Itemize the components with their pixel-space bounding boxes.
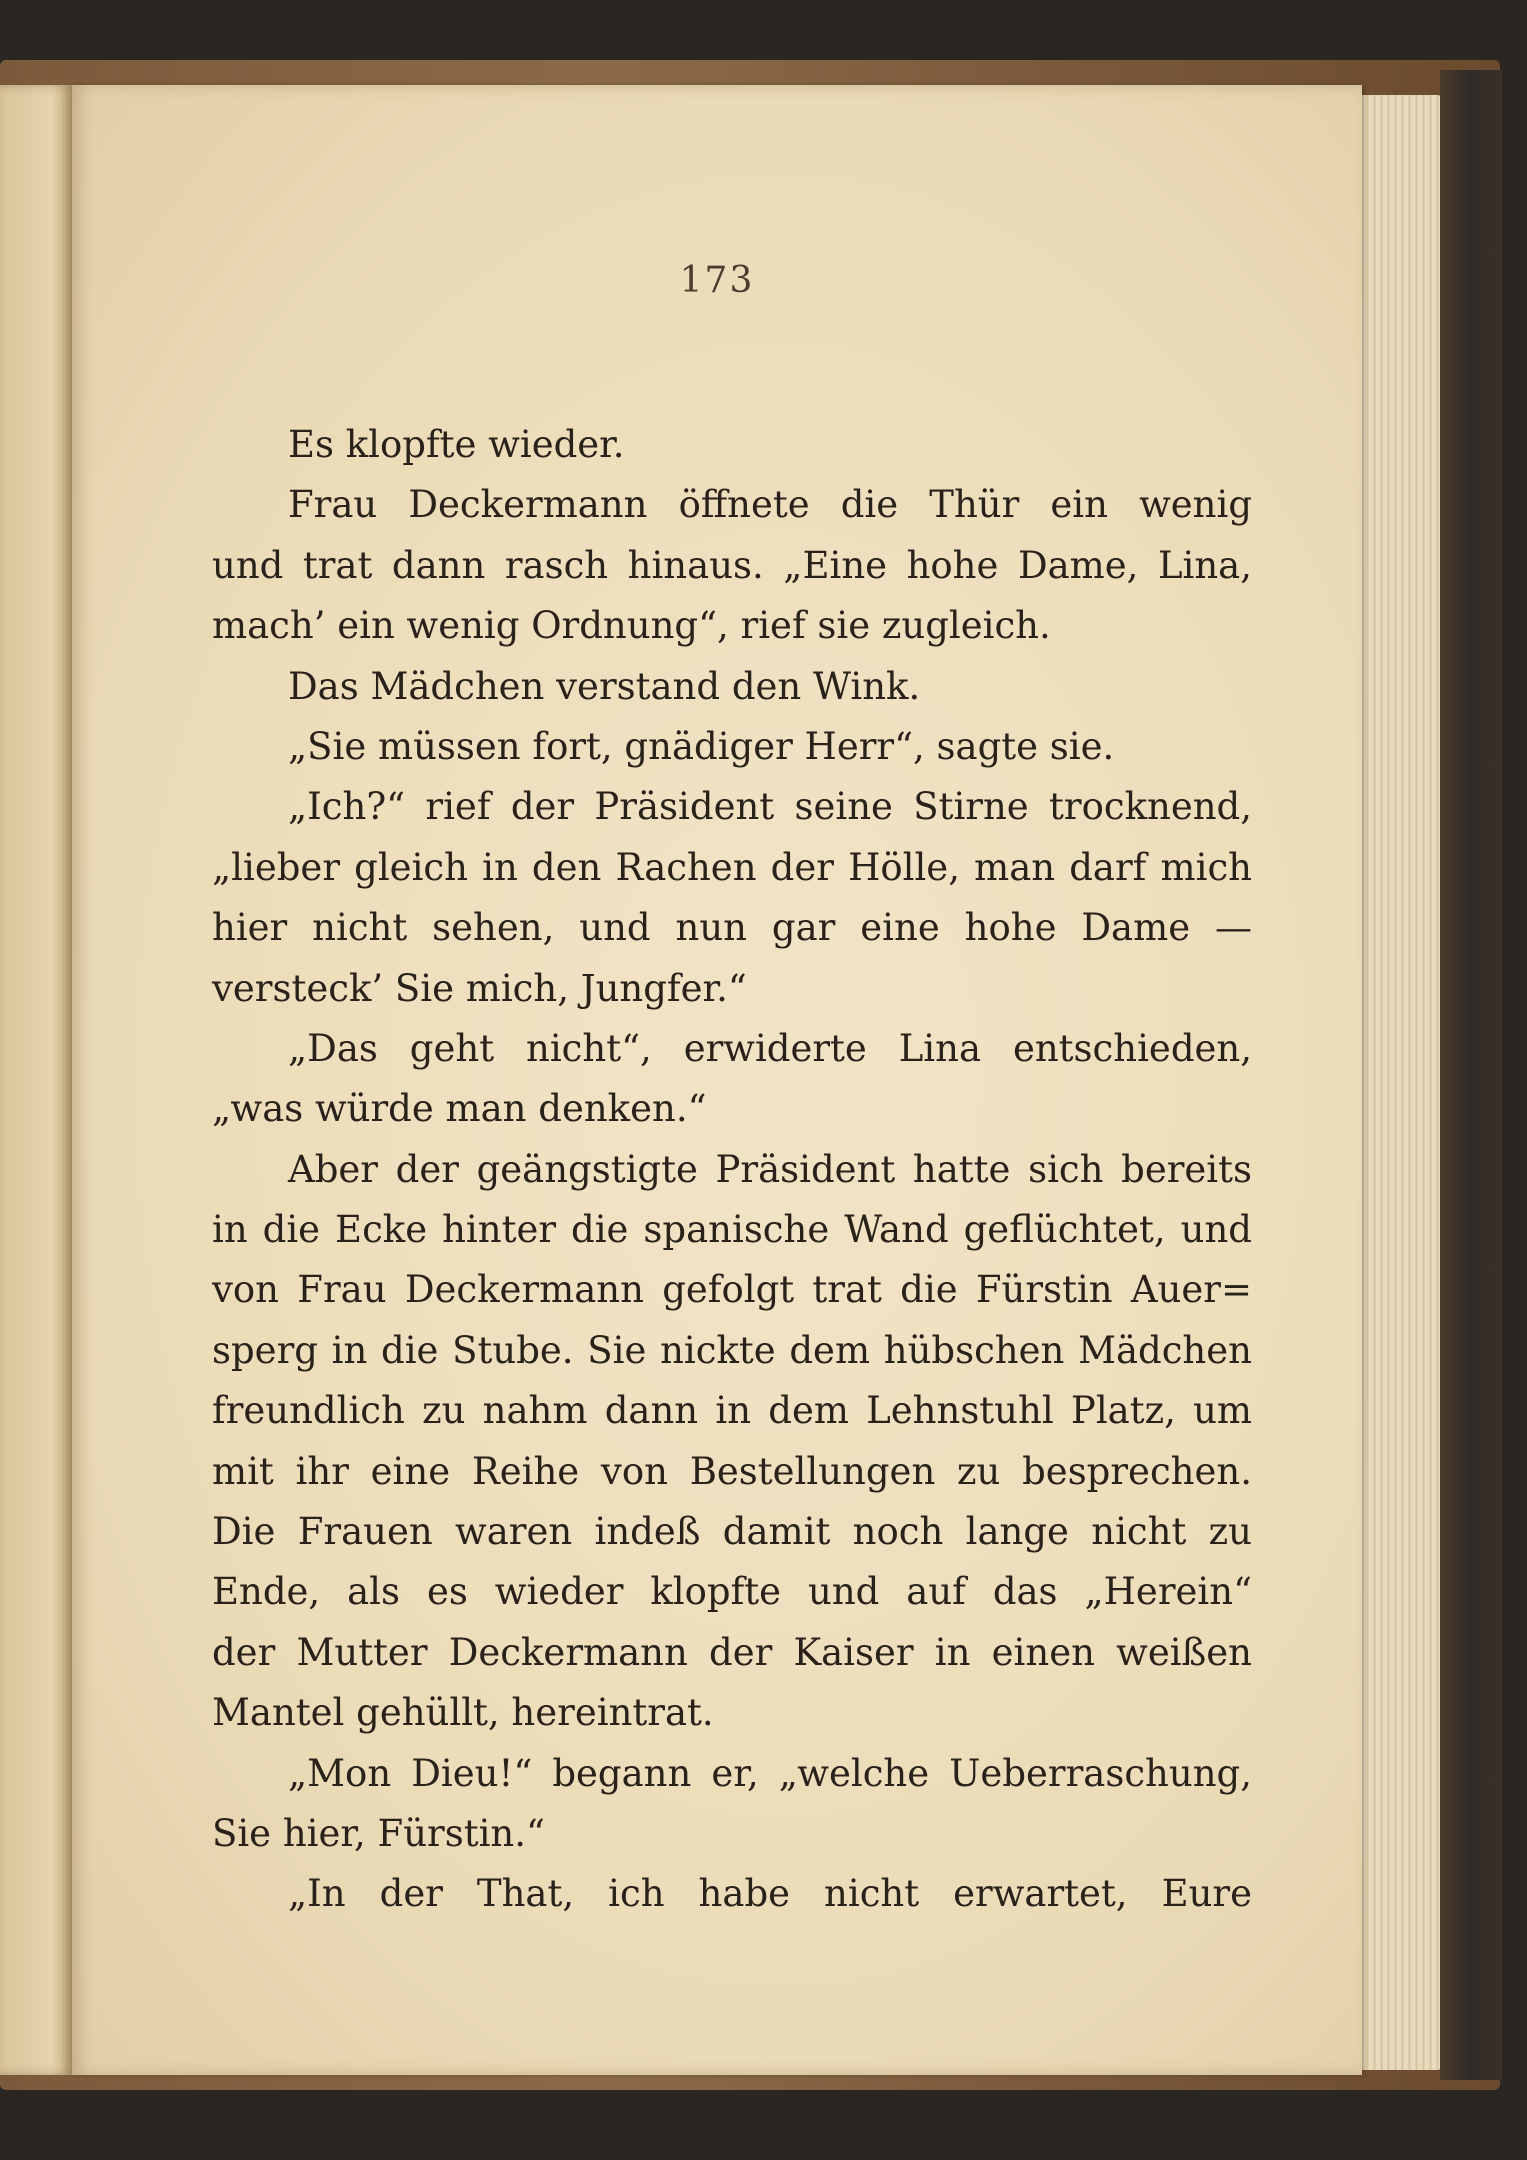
text-line: Aber der geängstigte Präsident hatte sich bereits: [288, 1147, 1252, 1191]
page-number: 173: [679, 260, 755, 301]
text-line: mit ihr eine Reihe von Bestellungen zu besprechen.: [212, 1449, 1252, 1493]
book-spine: [1440, 70, 1502, 2080]
text-line: Frau Deckermann öffnete die Thür ein wenig: [288, 483, 1252, 527]
text-line: Das Mädchen verstand den Wink.: [288, 664, 921, 708]
text-line: und trat dann rasch hinaus. „Eine hohe Dame, Lina,: [212, 543, 1252, 587]
body-text: [212, 415, 1252, 1925]
text-line: mach’ ein wenig Ordnung“, rief sie zugleich.: [212, 604, 1051, 648]
text-line: „was würde man denken.“: [212, 1087, 707, 1131]
facing-page-edge: [0, 85, 72, 2075]
text-line: Es klopfte wieder.: [288, 423, 625, 466]
text-line: Ende, als es wieder klopfte und auf das „Herein“: [212, 1570, 1252, 1614]
text-line: „Mon Dieu!“ begann er, „welche Ueberraschung,: [288, 1751, 1252, 1795]
text-line: Sie hier, Fürstin.“: [212, 1811, 545, 1855]
text-line: versteck’ Sie mich, Jungfer.“: [212, 966, 747, 1010]
book-page: [72, 85, 1362, 2075]
text-line: der Mutter Deckermann der Kaiser in einen weißen: [212, 1630, 1252, 1674]
text-line: in die Ecke hinter die spanische Wand geflüchtet, und: [212, 1208, 1252, 1252]
text-line: hier nicht sehen, und nun gar eine hohe Dame —: [212, 906, 1252, 950]
text-line: von Frau Deckermann gefolgt trat die Fürstin Auer=: [212, 1268, 1252, 1312]
text-line: freundlich zu nahm dann in dem Lehnstuhl Platz, um: [212, 1389, 1252, 1433]
page-stack-edges: [1355, 95, 1440, 2070]
text-line: Mantel gehüllt, hereintrat.: [212, 1691, 714, 1735]
text-line: „Ich?“ rief der Präsident seine Stirne trocknend,: [288, 785, 1252, 829]
text-line: „In der That, ich habe nicht erwartet, Eure: [288, 1872, 1252, 1916]
text-line: „Das geht nicht“, erwiderte Lina entschieden,: [288, 1026, 1252, 1070]
text-line: Die Frauen waren indeß damit noch lange nicht zu: [212, 1510, 1252, 1554]
text-line: „lieber gleich in den Rachen der Hölle, man darf mich: [212, 845, 1252, 889]
text-line: „Sie müssen fort, gnädiger Herr“, sagte sie.: [288, 724, 1115, 768]
text-line: sperg in die Stube. Sie nickte dem hübschen Mädchen: [212, 1328, 1252, 1372]
